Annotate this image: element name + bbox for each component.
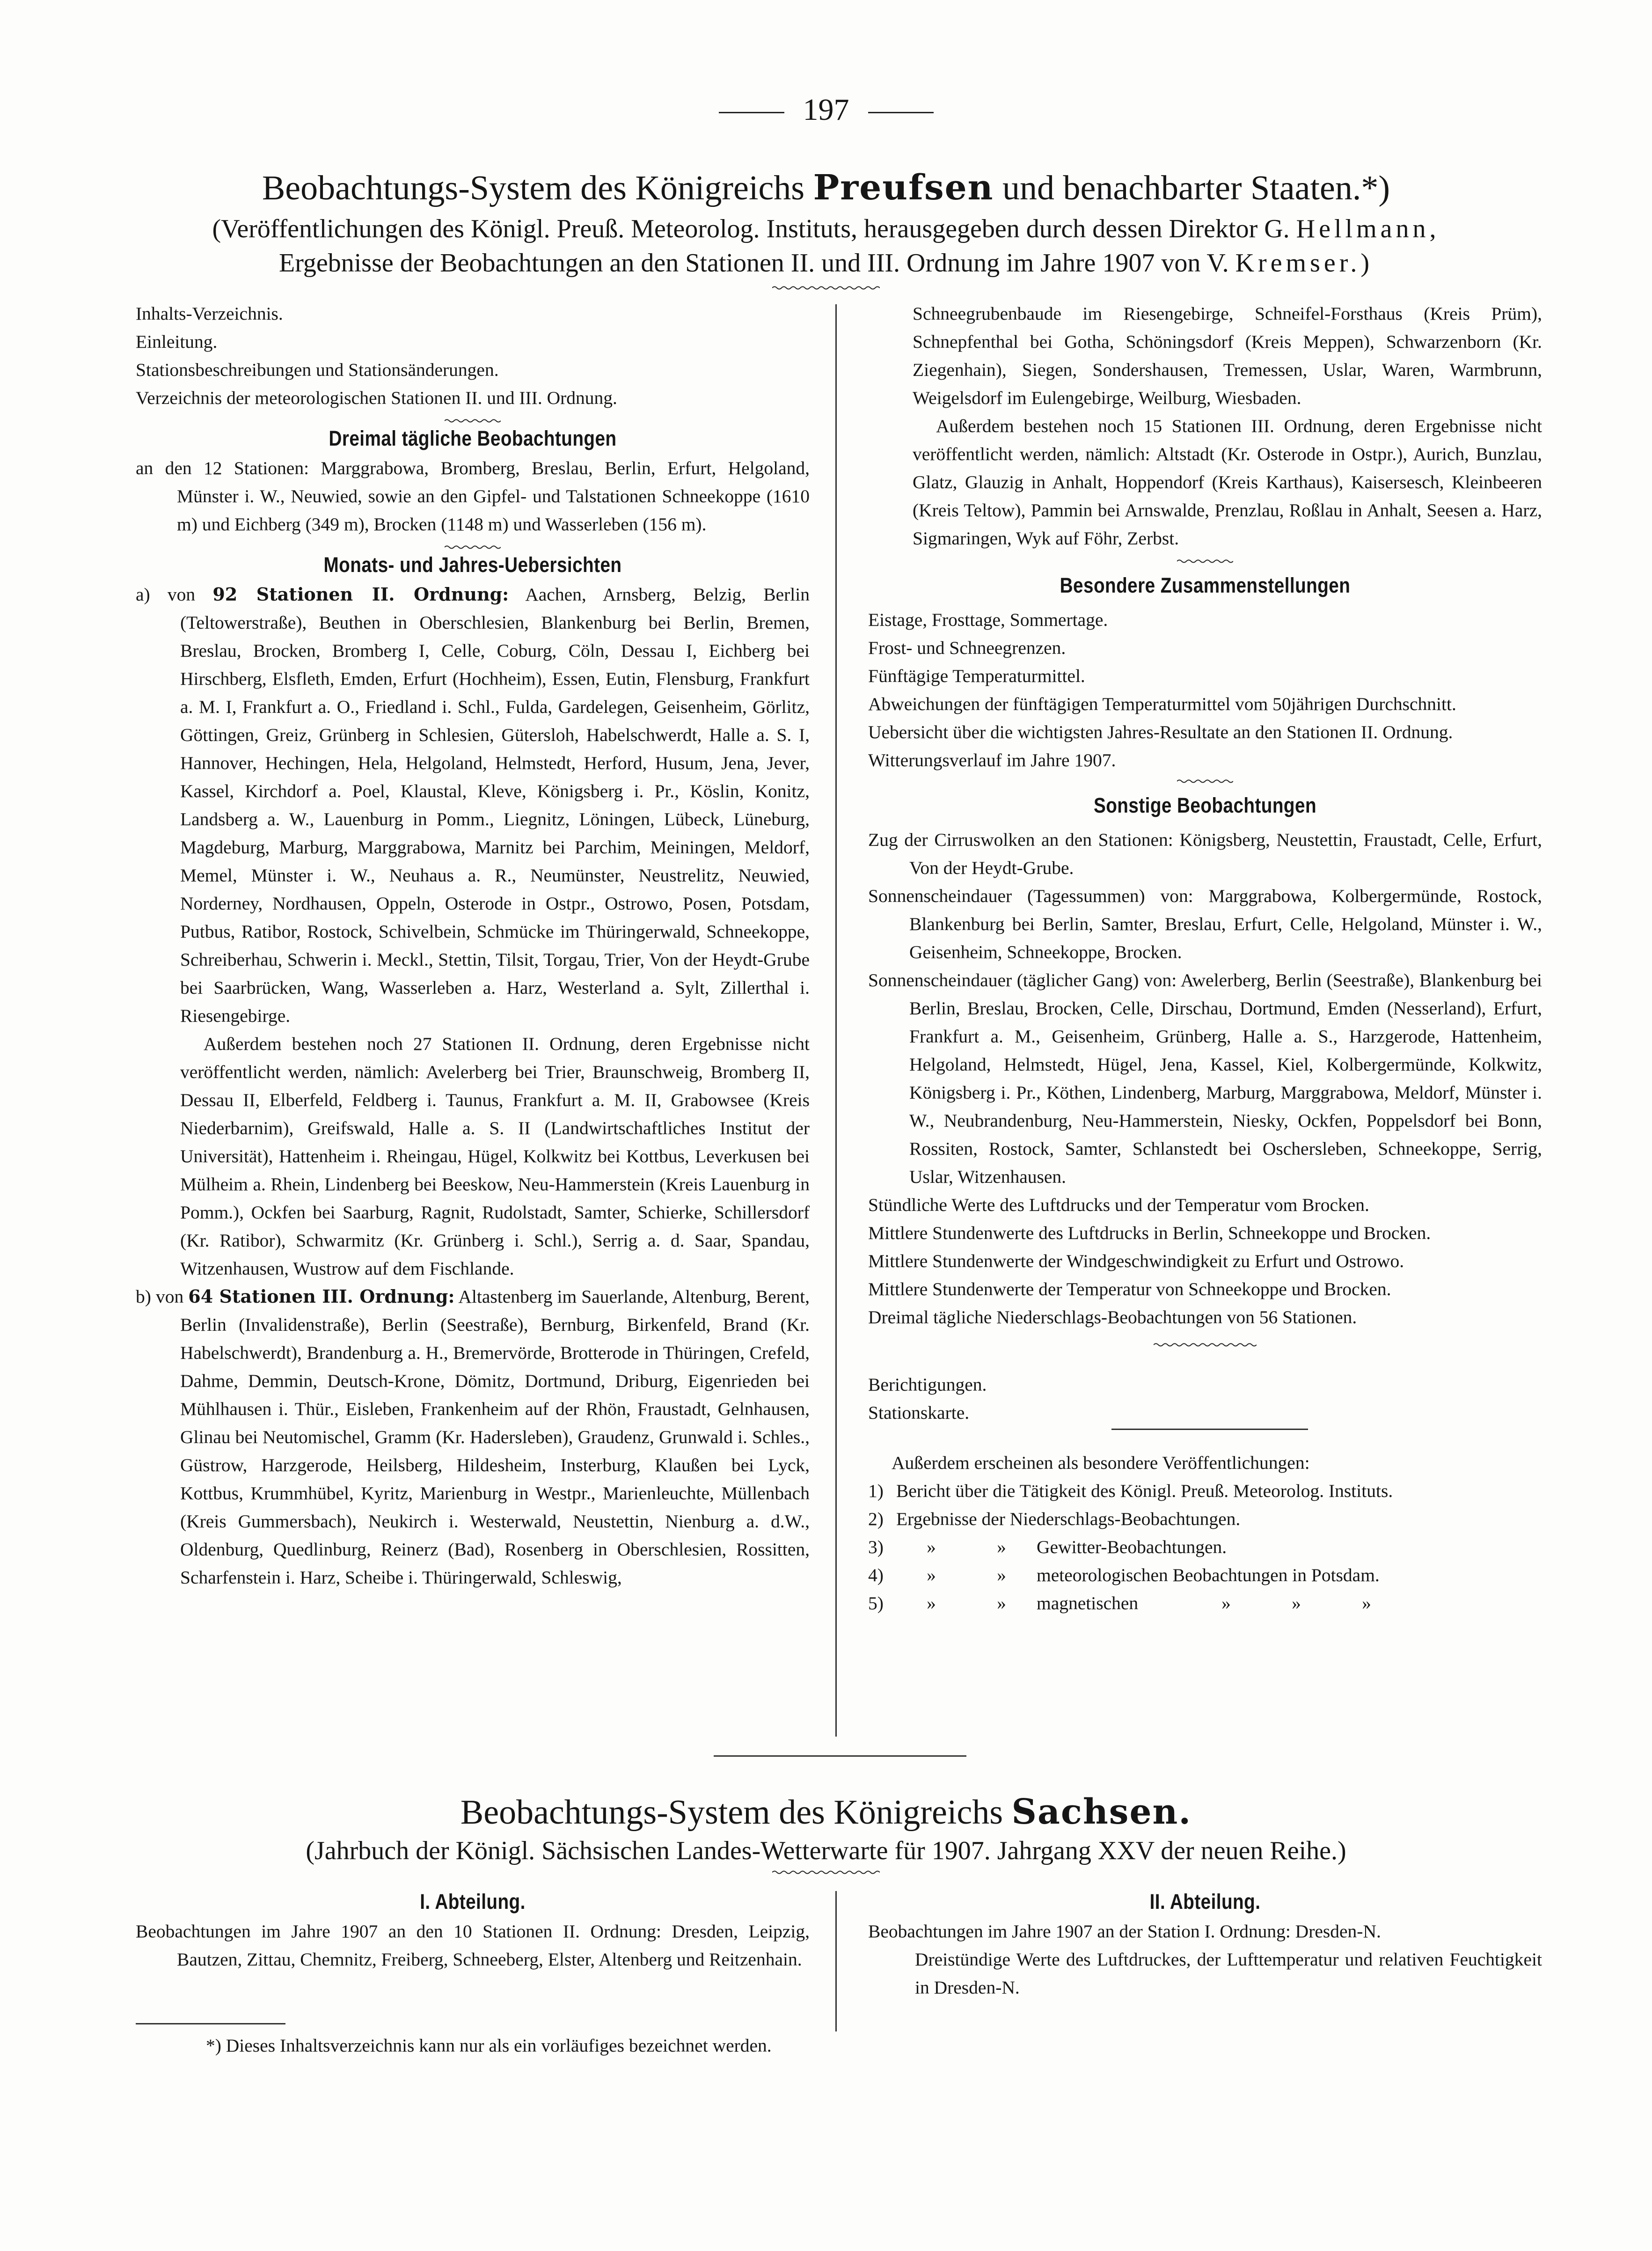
monats-b-paragraph: [136, 1283, 810, 1591]
footnote: [206, 2031, 1235, 2060]
monats-heading: Monats- und Jahres-Uebersichten: [323, 553, 622, 577]
publication-item: [868, 1505, 1542, 1533]
section-separator: [714, 1755, 966, 1757]
besondere-item: Uebersicht über die wichtigsten Jahres-Resultate an den Stationen II. Ordnung.: [868, 722, 1453, 742]
contents-item: Inhalts-Verzeichnis.: [136, 303, 283, 324]
besondere-item: Abweichungen der fünftägigen Temperaturmittel vom 50jährigen Durchschnitt.: [868, 694, 1456, 714]
ditto-mark: »: [1292, 1593, 1301, 1613]
publication-number: 4): [868, 1565, 884, 1585]
abt1-heading: I. Abteilung.: [420, 1890, 526, 1914]
publication-item: [868, 1561, 1542, 1589]
closing-list: [868, 1371, 1542, 1427]
prussia-subtitle-line1: [0, 213, 1652, 245]
besondere-list: [868, 606, 1542, 774]
monats-a-bold: 92 Stationen II. Ordnung:: [212, 584, 509, 605]
prussia-title: [0, 166, 1652, 210]
contents-item: Verzeichnis der meteorologischen Stationen II. und III. Ordnung.: [136, 388, 617, 408]
publication-text: Ergebnisse der Niederschlags-Beobachtungen.: [896, 1509, 1241, 1529]
monats-a-prefix: a) von: [136, 584, 196, 605]
monats-b-bold: 64 Stationen III. Ordnung:: [188, 1286, 455, 1307]
monats-b-prefix: b) von: [136, 1286, 184, 1307]
prussia-title-text: Beobachtungs-System des Königreichs: [262, 169, 813, 207]
publication-number: 1): [868, 1481, 884, 1501]
closing-item: Berichtigungen.: [868, 1374, 987, 1395]
ditto-mark: »: [997, 1565, 1006, 1585]
contents-list: [136, 300, 810, 412]
prussia-subtitle-name1: Hellmann,: [1296, 214, 1440, 243]
saxony-subtitle: (Jahrbuch der Königl. Sächsischen Landes-Wetterwarte für 1907. Jahrgang XXV der neuen Reihe.): [306, 1836, 1346, 1865]
sonstige-item: Sonnenscheindauer (Tagessummen) von: Marggrabowa, Kolbergermünde, Rostock, Blankenburg bei Berlin, Samter, Breslau, Erfurt, Celle, Helgoland, Münster i. W., Geisenheim, Schneekoppe, Brocken.: [868, 886, 1542, 962]
section-ornament: [1154, 1342, 1257, 1347]
saxony-title: [0, 1790, 1652, 1834]
prussia-title-rest: und benachbarter Staaten.*): [994, 169, 1390, 207]
prussia-subtitle-text2: Ergebnisse der Beobachtungen an den Stationen II. und III. Ordnung im Jahre 1907 von V.: [279, 249, 1229, 278]
closing-item: Stationskarte.: [868, 1402, 970, 1423]
besondere-item: Fünftägige Temperaturmittel.: [868, 666, 1085, 686]
ditto-mark: »: [927, 1565, 936, 1585]
section-ornament: [1177, 559, 1233, 564]
publication-number: 5): [868, 1593, 884, 1613]
page-number-dash-left: [719, 112, 784, 113]
publication-text: meteorologischen Beobachtungen in Potsdam.: [1037, 1565, 1380, 1585]
prussia-title-ornament: [772, 286, 880, 290]
footnote-rule: [136, 2023, 285, 2024]
dreimal-text: an den 12 Stationen: Marggrabowa, Bromberg, Breslau, Berlin, Erfurt, Helgoland, Münster i. W., Neuwied, sowie an den Gipfel- und Talstationen Schneekoppe (1610 m) und Eichberg (349 m), Brocken (1148 m) und Wasserleben (156 m).: [136, 458, 810, 535]
publication-item: [868, 1477, 1542, 1505]
sonstige-item: Stündliche Werte des Luftdrucks und der Temperatur vom Brocken.: [868, 1195, 1369, 1215]
saxony-left-column: [136, 1886, 810, 1973]
page-number: 197: [803, 93, 849, 127]
sonstige-item: Zug der Cirruswolken an den Stationen: Königsberg, Neustettin, Fraustadt, Celle, Erfurt, Von der Heydt-Grube.: [868, 829, 1542, 878]
sonstige-item: Mittlere Stundenwerte der Windgeschwindigkeit zu Erfurt und Ostrowo.: [868, 1251, 1404, 1271]
dreimal-heading: Dreimal tägliche Beobachtungen: [329, 426, 617, 450]
prussia-subtitle-text1: (Veröffentlichungen des Königl. Preuß. Meteorolog. Instituts, herausgegeben durch dessen Direktor G.: [212, 214, 1290, 243]
page-number-row: [0, 91, 1652, 129]
prussia-subtitle-line2: [0, 247, 1652, 279]
ditto-mark: »: [1221, 1593, 1231, 1613]
saxony-title-ornament: [772, 1870, 880, 1875]
monats-b-text: Altastenberg im Sauerlande, Altenburg, Berent, Berlin (Invalidenstraße), Berlin (Seestraße), Bernburg, Birkenfeld, Brand (Kr. Habelschwerdt), Brandenburg a. H., Bremervörde, Brotterode in Thüringen, Crefeld, Dahme, Demmin, Deutsch-Krone, Dömitz, Dortmund, Driburg, Eigenrieden bei Mühlhausen i. Thür., Eisleben, Frankenheim auf der Rhön, Fraustadt, Gelnhausen, Glinau bei Neutomischel, Gramm (Kr. Hadersleben), Graudenz, Grunwald i. Schles., Güstrow, Harzgerode, Heilsberg, Hildesheim, Insterburg, Klaußen bei Lyck, Kottbus, Krummhübel, Kyritz, Marienburg in Westpr., Marienleuchte, Müllenbach (Kreis Gummersbach), Neukirch i. Westerwald, Neustettin, Nienburg a. d.W., Oldenburg, Quedlinburg, Reinerz (Bad), Rosenberg in Oberschlesien, Rossitten, Scharfenstein i. Harz, Scheibe i. Thüringerwald, Schleswig,: [180, 1286, 810, 1588]
sonstige-item: Mittlere Stundenwerte des Luftdrucks in Berlin, Schneekoppe und Brocken.: [868, 1223, 1431, 1243]
monats-a-extra: Außerdem bestehen noch 27 Stationen II. Ordnung, deren Ergebnisse nicht veröffentlicht werden, nämlich: Avelerberg bei Trier, Braunschweig, Bromberg II, Dessau II, Elberfeld, Feldberg i. Taunus, Frankfurt a. M. II, Grabowsee (Kreis Niederbarnim), Greifswald, Halle a. S. II (Landwirtschaftliches Institut der Universität), Hattenheim i. Rheingau, Hügel, Kolkwitz bei Kottbus, Leverkusen bei Mülheim a. Rhein, Lindenberg bei Beeskow, Neu-Hammerstein (Kreis Lauenburg in Pomm.), Ockfen bei Saarburg, Ragnit, Rudolstadt, Samter, Schierke, Schillersdorf (Kr. Ratibor), Schwarmitz (Kr. Grünberg i. Schl.), Serrig a. d. Saar, Spandau, Witzenhausen, Wustrow auf dem Fischlande.: [180, 1034, 810, 1279]
abt2-text: Beobachtungen im Jahre 1907 an der Station I. Ordnung: Dresden-N.: [868, 1921, 1381, 1942]
publication-number: 3): [868, 1537, 884, 1557]
ditto-mark: »: [1362, 1593, 1371, 1613]
contents-item: Stationsbeschreibungen und Stationsänderungen.: [136, 359, 499, 380]
abt2-text2: Dreistündige Werte des Luftdruckes, der Lufttemperatur und relativen Feuchtigkeit in Dresden-N.: [915, 1949, 1542, 1998]
besondere-item: Witterungsverlauf im Jahre 1907.: [868, 750, 1116, 770]
prussia-title-emph: Preufsen: [813, 168, 994, 208]
sonstige-list: [868, 826, 1542, 1331]
prussia-left-column: [136, 300, 810, 1591]
publications-list: [868, 1477, 1542, 1617]
footnote-text: *) Dieses Inhaltsverzeichnis kann nur als ein vorläufiges bezeichnet werden.: [206, 2035, 772, 2056]
monats-a-paragraph: [136, 580, 810, 1030]
publication-text: Bericht über die Tätigkeit des Königl. Preuß. Meteorolog. Instituts.: [896, 1481, 1393, 1501]
publication-text: Gewitter-Beobachtungen.: [1037, 1537, 1227, 1557]
publications-intro: Außerdem erscheinen als besondere Veröffentlichungen:: [892, 1452, 1310, 1473]
abt1-text: Beobachtungen im Jahre 1907 an den 10 Stationen II. Ordnung: Dresden, Leipzig, Bautzen, Zittau, Chemnitz, Freiberg, Schneeberg, Elster, Altenberg und Reitzenhain.: [136, 1921, 810, 1970]
page-number-dash-right: [868, 112, 934, 113]
monats-b-extra: Außerdem bestehen noch 15 Stationen III. Ordnung, deren Ergebnisse nicht veröffentlicht werden, nämlich: Altstadt (Kr. Osterode in Ostpr.), Aurich, Bunzlau, Glatz, Glauzig in Anhalt, Hoppendorf (Kreis Karthaus), Kaisersesch, Kleinbeeren (Kreis Teltow), Pammin bei Arnswalde, Prenzlau, Roßlau in Anhalt, Seesen a. Harz, Sigmaringen, Wyk auf Föhr, Zerbst.: [913, 416, 1542, 549]
besondere-heading: Besondere Zusammenstellungen: [1060, 573, 1351, 597]
publication-item: [868, 1533, 1542, 1561]
publication-text: magnetischen: [1037, 1593, 1139, 1613]
monats-a-text: Aachen, Arnsberg, Belzig, Berlin (Teltowerstraße), Beuthen in Oberschlesien, Blankenburg bei Berlin, Bremen, Breslau, Brocken, Bromberg I, Celle, Coburg, Cöln, Dessau I, Eichberg bei Hirschberg, Elsfleth, Emden, Erfurt (Hochheim), Essen, Eutin, Flensburg, Frankfurt a. M. I, Frankfurt a. O., Friedland i. Schl., Fulda, Gardelegen, Geisenheim, Görlitz, Göttingen, Greiz, Grünberg in Schlesien, Gütersloh, Habelschwerdt, Halle a. S. I, Hannover, Hechingen, Hela, Helgoland, Helmstedt, Herford, Husum, Jena, Jever, Kassel, Kirchdorf a. Poel, Klaustal, Kleve, Königsberg i. Pr., Köslin, Konitz, Landsberg a. W., Lauenburg in Pomm., Liegnitz, Löningen, Lübeck, Lüneburg, Magdeburg, Marburg, Marggrabowa, Marnitz bei Parchim, Meiningen, Meldorf, Memel, Münster i. W., Neuhaus a. R., Neumünster, Neustrelitz, Neuwied, Norderney, Nordhausen, Oppeln, Osterode in Ostpr., Ostrowo, Posen, Potsdam, Putbus, Ratibor, Rostock, Schivelbein, Schmücke im Thüringerwald, Schneekoppe, Schreiberhau, Schwerin i. Meckl., Stettin, Tilsit, Torgau, Trier, Von der Heydt-Grube bei Saarbrücken, Wang, Wasserleben a. Harz, Westerland a. Sylt, Zillerthal i. Riesengebirge.: [180, 584, 810, 1026]
abt2-heading: II. Abteilung.: [1149, 1890, 1261, 1914]
prussia-right-column: [868, 300, 1542, 1617]
section-ornament: [445, 545, 501, 550]
besondere-item: Eistage, Frosttage, Sommertage.: [868, 609, 1108, 630]
prussia-subtitle-name2: Kremser.): [1235, 249, 1373, 278]
section-ornament: [1177, 779, 1233, 784]
sonstige-item: Mittlere Stundenwerte der Temperatur von Schneekoppe und Brocken.: [868, 1279, 1391, 1299]
ditto-mark: »: [927, 1537, 936, 1557]
ditto-mark: »: [927, 1593, 936, 1613]
saxony-column-divider: [835, 1891, 837, 2031]
contents-item: Einleitung.: [136, 331, 218, 352]
sonstige-item: Dreimal tägliche Niederschlags-Beobachtungen von 56 Stationen.: [868, 1307, 1357, 1327]
besondere-item: Frost- und Schneegrenzen.: [868, 638, 1066, 658]
saxony-title-text: Beobachtungs-System des Königreichs: [460, 1793, 1012, 1832]
prussia-column-divider: [835, 304, 837, 1737]
sonstige-item: Sonnenscheindauer (täglicher Gang) von: Awelerberg, Berlin (Seestraße), Blankenburg bei Berlin, Breslau, Brocken, Celle, Dirschau, Dortmund, Emden (Nesserland), Erfurt, Frankfurt a. M., Geisenheim, Grünberg, Halle a. S., Harzgerode, Hattenheim, Helgoland, Helmstedt, Hügel, Jena, Kassel, Kiel, Kolbergermünde, Kolkwitz, Königsberg i. Pr., Köthen, Lindenberg, Marburg, Marggrabowa, Meldorf, Münster i. W., Neubrandenburg, Neu-Hammerstein, Niesky, Ockfen, Poppelsdorf bei Bonn, Rossiten, Rostock, Samter, Schlanstedt bei Oschersleben, Schneekoppe, Serrig, Uslar, Witzenhausen.: [868, 970, 1542, 1187]
closing-rule: [1111, 1429, 1308, 1430]
ditto-mark: »: [997, 1537, 1006, 1557]
section-ornament: [445, 418, 501, 423]
publication-item: [868, 1589, 1542, 1617]
sonstige-heading: Sonstige Beobachtungen: [1093, 793, 1317, 817]
publication-number: 2): [868, 1509, 884, 1529]
ditto-mark: »: [997, 1593, 1006, 1613]
saxony-title-emph: Sachsen.: [1011, 1792, 1192, 1832]
monats-b-continued: Schneegrubenbaude im Riesengebirge, Schneifel-Forsthaus (Kreis Prüm), Schnepfenthal bei Gotha, Schöningsdorf (Kreis Meppen), Schwarzenborn (Kr. Ziegenhain), Siegen, Sondershausen, Tremessen, Uslar, Waren, Warmbrunn, Weigelsdorf im Eulengebirge, Weilburg, Wiesbaden.: [913, 303, 1542, 408]
saxony-right-column: [868, 1886, 1542, 2002]
